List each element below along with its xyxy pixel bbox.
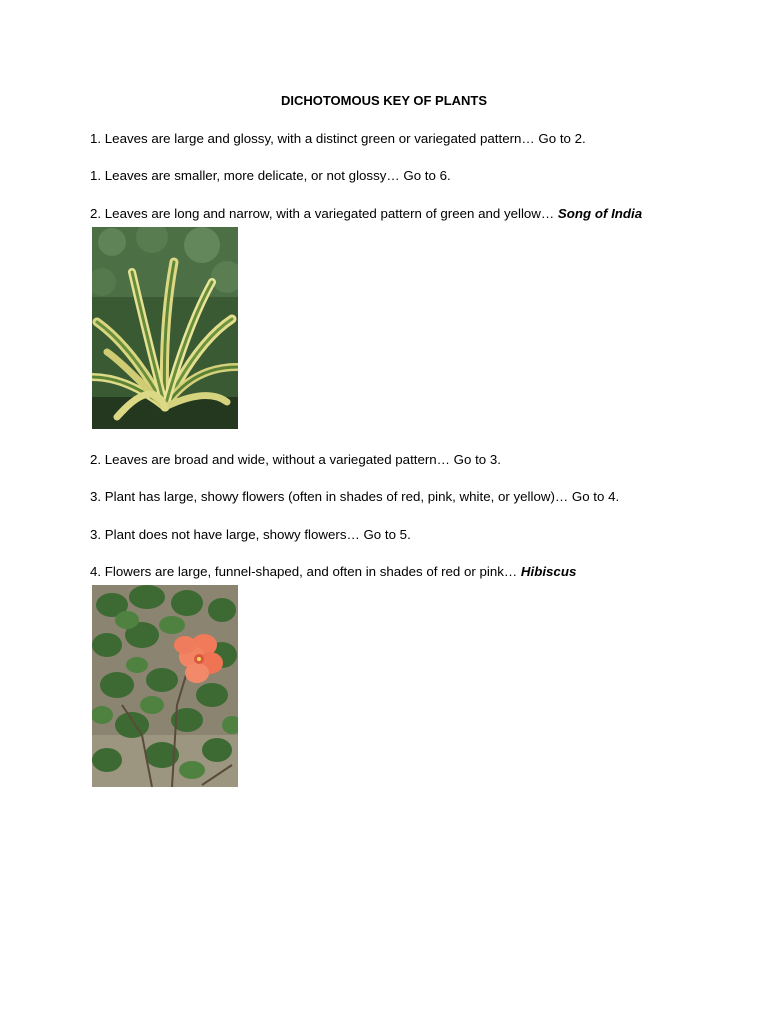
key-step-3a: 3. Plant has large, showy flowers (often in shades of red, pink, white, or yellow)… Go to 4. xyxy=(90,489,620,504)
key-step-1a: 1. Leaves are large and glossy, with a distinct green or variegated pattern… Go to 2. xyxy=(90,131,586,146)
key-step-4a-text: 4. Flowers are large, funnel-shaped, and often in shades of red or pink… xyxy=(90,564,521,579)
song-of-india-photo xyxy=(92,227,238,429)
document-title: DICHOTOMOUS KEY OF PLANTS xyxy=(280,93,488,108)
key-step-2a-text: 2. Leaves are long and narrow, with a variegated pattern of green and yellow… xyxy=(90,206,558,221)
key-step-2b: 2. Leaves are broad and wide, without a variegated pattern… Go to 3. xyxy=(90,452,501,467)
key-step-2a xyxy=(90,206,642,222)
key-step-1b: 1. Leaves are smaller, more delicate, or not glossy… Go to 6. xyxy=(90,168,451,183)
hibiscus-photo xyxy=(92,585,238,787)
key-step-3b: 3. Plant does not have large, showy flowers… Go to 5. xyxy=(90,527,411,542)
key-step-4a xyxy=(90,564,576,580)
answer-song-of-india: Song of India xyxy=(557,206,643,221)
answer-hibiscus: Hibiscus xyxy=(520,564,577,579)
